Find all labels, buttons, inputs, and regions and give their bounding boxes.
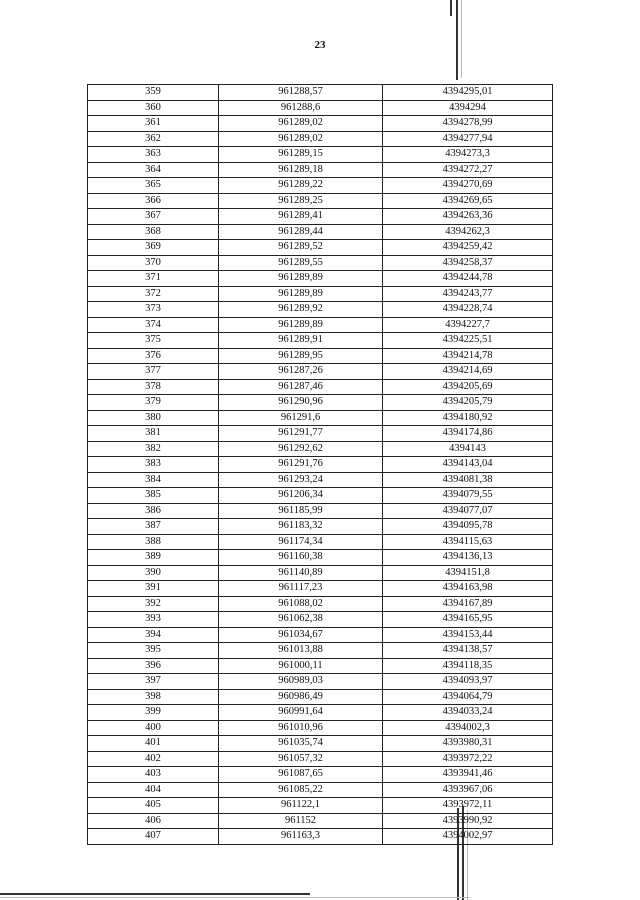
point-number-cell: 370 bbox=[88, 255, 219, 271]
point-number-cell: 400 bbox=[88, 720, 219, 736]
x-coordinate-cell: 961289,92 bbox=[219, 302, 383, 318]
y-coordinate-cell: 4394259,42 bbox=[383, 240, 553, 256]
x-coordinate-cell: 960991,64 bbox=[219, 705, 383, 721]
y-coordinate-cell: 4394143 bbox=[383, 441, 553, 457]
y-coordinate-cell: 4393972,11 bbox=[383, 798, 553, 814]
y-coordinate-cell: 4394227,7 bbox=[383, 317, 553, 333]
table-row bbox=[88, 286, 553, 302]
y-coordinate-cell: 4394205,79 bbox=[383, 395, 553, 411]
y-coordinate-cell: 4394081,38 bbox=[383, 472, 553, 488]
y-coordinate-cell: 4394165,95 bbox=[383, 612, 553, 628]
bottom-edge-line bbox=[0, 893, 310, 895]
point-number-cell: 359 bbox=[88, 85, 219, 101]
point-number-cell: 363 bbox=[88, 147, 219, 163]
x-coordinate-cell: 961289,91 bbox=[219, 333, 383, 349]
x-coordinate-cell: 961289,89 bbox=[219, 271, 383, 287]
table-row bbox=[88, 100, 553, 116]
table-row bbox=[88, 689, 553, 705]
x-coordinate-cell: 961293,24 bbox=[219, 472, 383, 488]
point-number-cell: 392 bbox=[88, 596, 219, 612]
table-row bbox=[88, 131, 553, 147]
table-row bbox=[88, 534, 553, 550]
point-number-cell: 372 bbox=[88, 286, 219, 302]
y-coordinate-cell: 4394167,89 bbox=[383, 596, 553, 612]
table-row bbox=[88, 829, 553, 845]
table-row bbox=[88, 643, 553, 659]
point-number-cell: 407 bbox=[88, 829, 219, 845]
point-number-cell: 374 bbox=[88, 317, 219, 333]
x-coordinate-cell: 961140,89 bbox=[219, 565, 383, 581]
point-number-cell: 391 bbox=[88, 581, 219, 597]
y-coordinate-cell: 4393980,31 bbox=[383, 736, 553, 752]
x-coordinate-cell: 961085,22 bbox=[219, 782, 383, 798]
point-number-cell: 364 bbox=[88, 162, 219, 178]
x-coordinate-cell: 961287,26 bbox=[219, 364, 383, 380]
x-coordinate-cell: 961288,57 bbox=[219, 85, 383, 101]
x-coordinate-cell: 961289,25 bbox=[219, 193, 383, 209]
x-coordinate-cell: 961288,6 bbox=[219, 100, 383, 116]
table-row bbox=[88, 798, 553, 814]
y-coordinate-cell: 4394258,37 bbox=[383, 255, 553, 271]
point-number-cell: 401 bbox=[88, 736, 219, 752]
table-row bbox=[88, 379, 553, 395]
table-row bbox=[88, 395, 553, 411]
point-number-cell: 390 bbox=[88, 565, 219, 581]
table-row bbox=[88, 302, 553, 318]
point-number-cell: 389 bbox=[88, 550, 219, 566]
point-number-cell: 386 bbox=[88, 503, 219, 519]
point-number-cell: 368 bbox=[88, 224, 219, 240]
table-row bbox=[88, 503, 553, 519]
point-number-cell: 403 bbox=[88, 767, 219, 783]
table-row bbox=[88, 85, 553, 101]
x-coordinate-cell: 961185,99 bbox=[219, 503, 383, 519]
y-coordinate-cell: 4394118,35 bbox=[383, 658, 553, 674]
point-number-cell: 382 bbox=[88, 441, 219, 457]
point-number-cell: 405 bbox=[88, 798, 219, 814]
y-coordinate-cell: 4393990,92 bbox=[383, 813, 553, 829]
y-coordinate-cell: 4393972,22 bbox=[383, 751, 553, 767]
y-coordinate-cell: 4394225,51 bbox=[383, 333, 553, 349]
table-row bbox=[88, 178, 553, 194]
point-number-cell: 388 bbox=[88, 534, 219, 550]
point-number-cell: 395 bbox=[88, 643, 219, 659]
x-coordinate-cell: 960986,49 bbox=[219, 689, 383, 705]
x-coordinate-cell: 961289,15 bbox=[219, 147, 383, 163]
point-number-cell: 397 bbox=[88, 674, 219, 690]
x-coordinate-cell: 961289,22 bbox=[219, 178, 383, 194]
y-coordinate-cell: 4394095,78 bbox=[383, 519, 553, 535]
point-number-cell: 376 bbox=[88, 348, 219, 364]
table-row bbox=[88, 240, 553, 256]
y-coordinate-cell: 4394273,3 bbox=[383, 147, 553, 163]
table-row bbox=[88, 255, 553, 271]
y-coordinate-cell: 4393967,06 bbox=[383, 782, 553, 798]
point-number-cell: 394 bbox=[88, 627, 219, 643]
table-row bbox=[88, 317, 553, 333]
y-coordinate-cell: 4394278,99 bbox=[383, 116, 553, 132]
table-row bbox=[88, 410, 553, 426]
point-number-cell: 366 bbox=[88, 193, 219, 209]
table-row bbox=[88, 271, 553, 287]
y-coordinate-cell: 4394277,94 bbox=[383, 131, 553, 147]
x-coordinate-cell: 961289,18 bbox=[219, 162, 383, 178]
point-number-cell: 365 bbox=[88, 178, 219, 194]
table-row bbox=[88, 162, 553, 178]
point-number-cell: 371 bbox=[88, 271, 219, 287]
point-number-cell: 398 bbox=[88, 689, 219, 705]
x-coordinate-cell: 961289,95 bbox=[219, 348, 383, 364]
table-row bbox=[88, 565, 553, 581]
y-coordinate-cell: 4394243,77 bbox=[383, 286, 553, 302]
x-coordinate-cell: 961289,02 bbox=[219, 131, 383, 147]
x-coordinate-cell: 961289,02 bbox=[219, 116, 383, 132]
x-coordinate-cell: 961013,88 bbox=[219, 643, 383, 659]
y-coordinate-cell: 4394244,78 bbox=[383, 271, 553, 287]
x-coordinate-cell: 961289,89 bbox=[219, 317, 383, 333]
table-row bbox=[88, 333, 553, 349]
point-number-cell: 399 bbox=[88, 705, 219, 721]
x-coordinate-cell: 961152 bbox=[219, 813, 383, 829]
y-coordinate-cell: 4394214,69 bbox=[383, 364, 553, 380]
x-coordinate-cell: 961062,38 bbox=[219, 612, 383, 628]
x-coordinate-cell: 961000,11 bbox=[219, 658, 383, 674]
y-coordinate-cell: 4394272,27 bbox=[383, 162, 553, 178]
table-row bbox=[88, 813, 553, 829]
point-number-cell: 360 bbox=[88, 100, 219, 116]
table-row bbox=[88, 658, 553, 674]
x-coordinate-cell: 961287,46 bbox=[219, 379, 383, 395]
point-number-cell: 380 bbox=[88, 410, 219, 426]
table-row bbox=[88, 550, 553, 566]
y-coordinate-cell: 4394064,79 bbox=[383, 689, 553, 705]
bottom-edge-line-faint bbox=[0, 897, 470, 898]
table-row bbox=[88, 751, 553, 767]
y-coordinate-cell: 4394262,3 bbox=[383, 224, 553, 240]
x-coordinate-cell: 961289,41 bbox=[219, 209, 383, 225]
table-row bbox=[88, 519, 553, 535]
y-coordinate-cell: 4394174,86 bbox=[383, 426, 553, 442]
point-number-cell: 362 bbox=[88, 131, 219, 147]
x-coordinate-cell: 961289,44 bbox=[219, 224, 383, 240]
y-coordinate-cell: 4394269,65 bbox=[383, 193, 553, 209]
table-row bbox=[88, 581, 553, 597]
x-coordinate-cell: 961289,89 bbox=[219, 286, 383, 302]
table-row bbox=[88, 596, 553, 612]
x-coordinate-cell: 961174,34 bbox=[219, 534, 383, 550]
binder-line-top-1 bbox=[450, 0, 452, 16]
table-row bbox=[88, 209, 553, 225]
y-coordinate-cell: 4394093,97 bbox=[383, 674, 553, 690]
point-number-cell: 379 bbox=[88, 395, 219, 411]
point-number-cell: 406 bbox=[88, 813, 219, 829]
x-coordinate-cell: 961160,38 bbox=[219, 550, 383, 566]
point-number-cell: 378 bbox=[88, 379, 219, 395]
point-number-cell: 385 bbox=[88, 488, 219, 504]
x-coordinate-cell: 961289,52 bbox=[219, 240, 383, 256]
x-coordinate-cell: 961163,3 bbox=[219, 829, 383, 845]
point-number-cell: 396 bbox=[88, 658, 219, 674]
x-coordinate-cell: 961291,76 bbox=[219, 457, 383, 473]
y-coordinate-cell: 4394143,04 bbox=[383, 457, 553, 473]
point-number-cell: 369 bbox=[88, 240, 219, 256]
table-row bbox=[88, 193, 553, 209]
y-coordinate-cell: 4394079,55 bbox=[383, 488, 553, 504]
x-coordinate-cell: 961034,67 bbox=[219, 627, 383, 643]
x-coordinate-cell: 961087,65 bbox=[219, 767, 383, 783]
table-row bbox=[88, 426, 553, 442]
point-number-cell: 404 bbox=[88, 782, 219, 798]
x-coordinate-cell: 961292,62 bbox=[219, 441, 383, 457]
y-coordinate-cell: 4394151,8 bbox=[383, 565, 553, 581]
point-number-cell: 367 bbox=[88, 209, 219, 225]
table-row bbox=[88, 364, 553, 380]
y-coordinate-cell: 4394295,01 bbox=[383, 85, 553, 101]
y-coordinate-cell: 4394294 bbox=[383, 100, 553, 116]
point-number-cell: 377 bbox=[88, 364, 219, 380]
x-coordinate-cell: 961122,1 bbox=[219, 798, 383, 814]
x-coordinate-cell: 961057,32 bbox=[219, 751, 383, 767]
x-coordinate-cell: 961290,96 bbox=[219, 395, 383, 411]
table-row bbox=[88, 674, 553, 690]
y-coordinate-cell: 4394163,98 bbox=[383, 581, 553, 597]
x-coordinate-cell: 961183,32 bbox=[219, 519, 383, 535]
table-row bbox=[88, 147, 553, 163]
y-coordinate-cell: 4394270,69 bbox=[383, 178, 553, 194]
point-number-cell: 393 bbox=[88, 612, 219, 628]
point-number-cell: 402 bbox=[88, 751, 219, 767]
table-row bbox=[88, 736, 553, 752]
y-coordinate-cell: 4394115,63 bbox=[383, 534, 553, 550]
y-coordinate-cell: 4394228,74 bbox=[383, 302, 553, 318]
y-coordinate-cell: 4394180,92 bbox=[383, 410, 553, 426]
table-row bbox=[88, 116, 553, 132]
x-coordinate-cell: 961035,74 bbox=[219, 736, 383, 752]
point-number-cell: 373 bbox=[88, 302, 219, 318]
point-number-cell: 361 bbox=[88, 116, 219, 132]
coordinates-table-body bbox=[88, 85, 553, 845]
x-coordinate-cell: 961088,02 bbox=[219, 596, 383, 612]
table-row bbox=[88, 627, 553, 643]
x-coordinate-cell: 961010,96 bbox=[219, 720, 383, 736]
x-coordinate-cell: 961291,77 bbox=[219, 426, 383, 442]
table-row bbox=[88, 441, 553, 457]
point-number-cell: 383 bbox=[88, 457, 219, 473]
x-coordinate-cell: 961289,55 bbox=[219, 255, 383, 271]
y-coordinate-cell: 4394136,13 bbox=[383, 550, 553, 566]
page-number: 23 bbox=[314, 39, 326, 51]
y-coordinate-cell: 4394138,57 bbox=[383, 643, 553, 659]
y-coordinate-cell: 4394033,24 bbox=[383, 705, 553, 721]
y-coordinate-cell: 4393941,46 bbox=[383, 767, 553, 783]
point-number-cell: 387 bbox=[88, 519, 219, 535]
table-row bbox=[88, 472, 553, 488]
x-coordinate-cell: 961206,34 bbox=[219, 488, 383, 504]
table-row bbox=[88, 705, 553, 721]
y-coordinate-cell: 4394263,36 bbox=[383, 209, 553, 225]
table-row bbox=[88, 612, 553, 628]
y-coordinate-cell: 4394002,3 bbox=[383, 720, 553, 736]
table-row bbox=[88, 488, 553, 504]
point-number-cell: 381 bbox=[88, 426, 219, 442]
point-number-cell: 375 bbox=[88, 333, 219, 349]
table-row bbox=[88, 348, 553, 364]
x-coordinate-cell: 960989,03 bbox=[219, 674, 383, 690]
x-coordinate-cell: 961117,23 bbox=[219, 581, 383, 597]
coordinates-table bbox=[87, 84, 553, 845]
y-coordinate-cell: 4394077,07 bbox=[383, 503, 553, 519]
y-coordinate-cell: 4394153,44 bbox=[383, 627, 553, 643]
y-coordinate-cell: 4394002,97 bbox=[383, 829, 553, 845]
table-row bbox=[88, 720, 553, 736]
x-coordinate-cell: 961291,6 bbox=[219, 410, 383, 426]
y-coordinate-cell: 4394214,78 bbox=[383, 348, 553, 364]
point-number-cell: 384 bbox=[88, 472, 219, 488]
table-row bbox=[88, 457, 553, 473]
table-row bbox=[88, 224, 553, 240]
y-coordinate-cell: 4394205,69 bbox=[383, 379, 553, 395]
table-row bbox=[88, 767, 553, 783]
table-row bbox=[88, 782, 553, 798]
